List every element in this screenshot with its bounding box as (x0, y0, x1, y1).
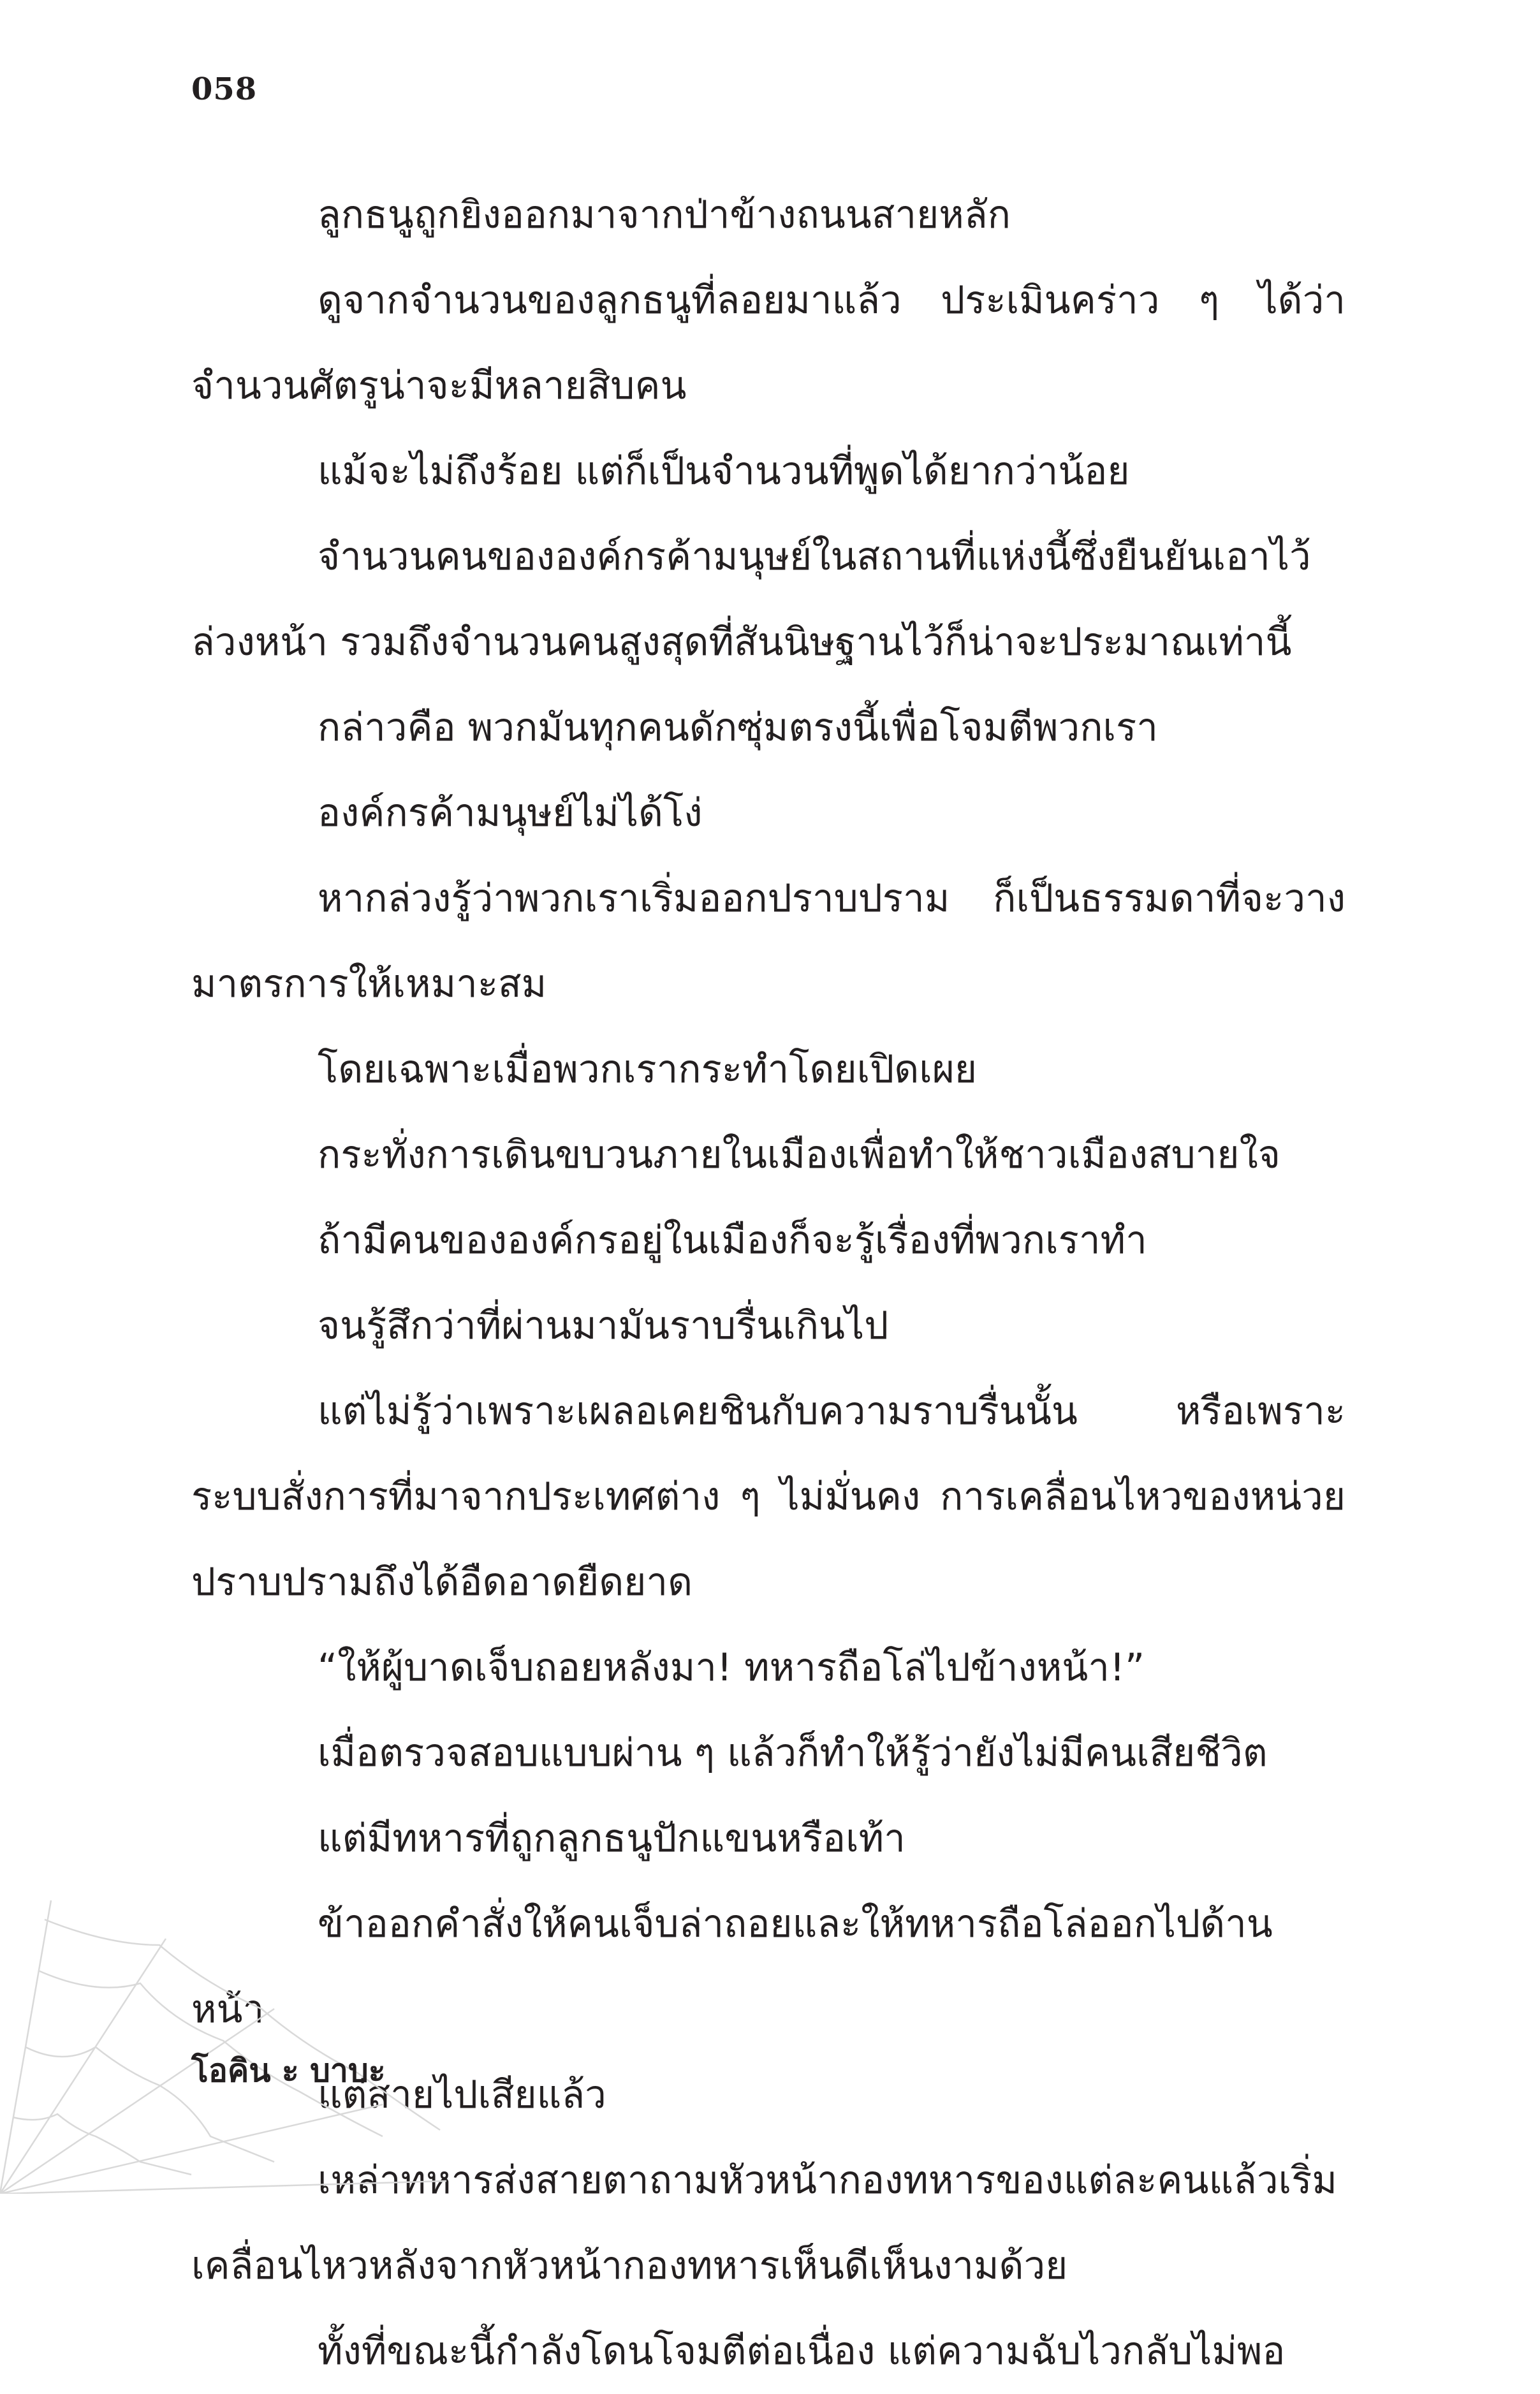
paragraph: แต่สายไปเสียแล้ว (318, 2073, 606, 2117)
paragraph: โดยเฉพาะเมื่อพวกเรากระทำโดยเปิดเผย (318, 1047, 978, 1092)
paragraph: ข้าออกคำสั่งให้คนเจ็บล่าถอยและให้ทหารถือโล่ออกไปด้านหน้า (191, 1902, 1273, 2032)
paragraph: จำนวนคนขององค์กรค้ามนุษย์ในสถานที่แห่งนี้ซึ่งยืนยันเอาไว้ล่วงหน้า รวมถึงจำนวนคนสูงสุดที่สันนิษฐานไว้ก็น่าจะประมาณเท่านี้ (191, 534, 1311, 665)
page-number: 058 (191, 71, 258, 107)
paragraph: ทั้งที่ขณะนี้กำลังโดนโจมตีต่อเนื่อง แต่ความฉับไวกลับไม่พอ (318, 2329, 1286, 2374)
paragraph: ถ้ามีคนขององค์กรอยู่ในเมืองก็จะรู้เรื่องที่พวกเราทำ (318, 1218, 1147, 1263)
paragraph: หากล่วงรู้ว่าพวกเราเริ่มออกปราบปราม ก็เป็นธรรมดาที่จะวางมาตรการให้เหมาะสม (191, 876, 1346, 1006)
paragraph: แต่ไม่รู้ว่าเพราะเผลอเคยชินกับความราบรื่นนั้น หรือเพราะระบบสั่งการที่มาจากประเทศต่าง ๆ ไม่มั่นคง การเคลื่อนไหวของหน่วยปราบปรามถึงได้อืดอาดยืดยาด (191, 1389, 1346, 1605)
paragraph: ลูกธนูถูกยิงออกมาจากป่าข้างถนนสายหลัก (318, 193, 1011, 237)
paragraph: เมื่อตรวจสอบแบบผ่าน ๆ แล้วก็ทำให้รู้ว่ายังไม่มีคนเสียชีวิต (318, 1731, 1268, 1775)
paragraph: “ให้ผู้บาดเจ็บถอยหลังมา! ทหารถือโล่ไปข้างหน้า!” (318, 1645, 1145, 1690)
paragraph: เหล่าทหารส่งสายตาถามหัวหน้ากองทหารของแต่ละคนแล้วเริ่มเคลื่อนไหวหลังจากหัวหน้ากองทหารเห็นดีเห็นงามด้วย (191, 2158, 1337, 2288)
paragraph: องค์กรค้ามนุษย์ไม่ได้โง่ (318, 791, 703, 835)
paragraph: ดูจากจำนวนของลูกธนูที่ลอยมาแล้ว ประเมินคร่าว ๆ ได้ว่าจำนวนศัตรูน่าจะมีหลายสิบคน (191, 278, 1346, 408)
book-author-title: โอคิน ะ บาบะ (191, 2052, 386, 2089)
paragraph: แต่มีทหารที่ถูกลูกธนูปักแขนหรือเท้า (318, 1816, 906, 1861)
paragraph: จนรู้สึกว่าที่ผ่านมามันราบรื่นเกินไป (318, 1303, 889, 1348)
paragraph: กระทั่งการเดินขบวนภายในเมืองเพื่อทำให้ชาวเมืองสบายใจ (318, 1133, 1280, 1177)
paragraph: กล่าวคือ พวกมันทุกคนดักซุ่มตรงนี้เพื่อโจมตีพวกเรา (318, 705, 1158, 750)
spider-web-icon (0, 1862, 446, 2194)
paragraph: แม้จะไม่ถึงร้อย แต่ก็เป็นจำนวนที่พูดได้ยากว่าน้อย (318, 449, 1130, 494)
